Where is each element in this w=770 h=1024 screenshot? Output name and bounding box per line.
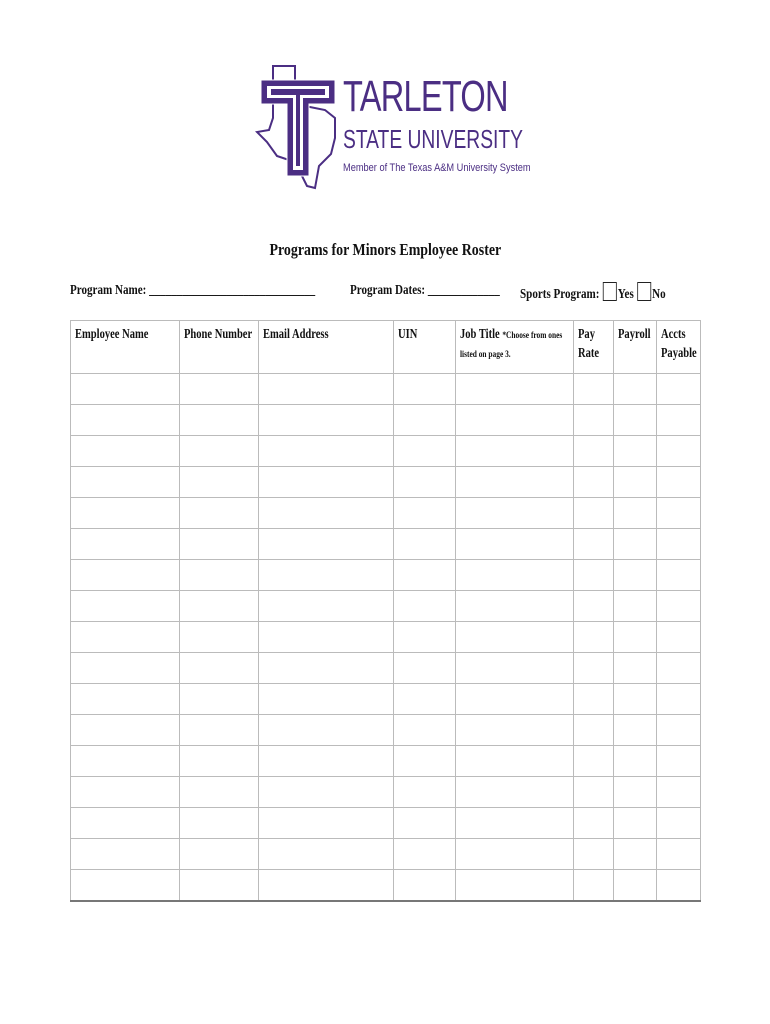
table-cell[interactable] <box>574 498 614 529</box>
table-cell[interactable] <box>456 653 574 684</box>
table-cell[interactable] <box>394 808 456 839</box>
table-cell[interactable] <box>259 436 394 467</box>
table-cell[interactable] <box>71 436 180 467</box>
table-cell[interactable] <box>456 746 574 777</box>
table-cell[interactable] <box>180 374 259 405</box>
table-cell[interactable] <box>614 715 657 746</box>
table-cell[interactable] <box>394 591 456 622</box>
table-cell[interactable] <box>456 622 574 653</box>
program-name-field[interactable] <box>70 282 369 298</box>
table-cell[interactable] <box>394 498 456 529</box>
column-header-job-title <box>456 321 574 374</box>
table-cell[interactable] <box>574 684 614 715</box>
table-cell[interactable] <box>614 436 657 467</box>
table-cell[interactable] <box>394 405 456 436</box>
table-cell[interactable] <box>71 498 180 529</box>
table-cell[interactable] <box>394 467 456 498</box>
table-cell[interactable] <box>574 777 614 808</box>
table-cell[interactable] <box>71 870 180 902</box>
table-row <box>71 498 701 529</box>
table-cell[interactable] <box>456 405 574 436</box>
table-cell[interactable] <box>456 777 574 808</box>
table-cell[interactable] <box>259 374 394 405</box>
column-header-payroll: Payroll <box>614 321 657 374</box>
table-cell[interactable] <box>259 591 394 622</box>
table-cell[interactable] <box>71 653 180 684</box>
table-cell[interactable] <box>259 684 394 715</box>
table-cell[interactable] <box>614 746 657 777</box>
roster-body <box>71 374 701 902</box>
table-cell[interactable] <box>180 808 259 839</box>
table-cell[interactable] <box>614 839 657 870</box>
table-cell[interactable] <box>574 374 614 405</box>
table-cell[interactable] <box>180 560 259 591</box>
page-title-text: Programs for Minors Employee Roster <box>269 240 501 259</box>
table-cell[interactable] <box>71 808 180 839</box>
table-row <box>71 808 701 839</box>
table-cell[interactable] <box>657 405 701 436</box>
table-cell[interactable] <box>456 839 574 870</box>
table-cell[interactable] <box>456 467 574 498</box>
table-cell[interactable] <box>259 467 394 498</box>
program-dates-label: Program Dates: <box>350 282 426 297</box>
table-cell[interactable] <box>394 684 456 715</box>
table-cell[interactable] <box>614 374 657 405</box>
job-title-label: Job Title <box>460 326 500 341</box>
table-cell[interactable] <box>614 684 657 715</box>
table-row <box>71 405 701 436</box>
table-cell[interactable] <box>657 808 701 839</box>
table-cell[interactable] <box>614 529 657 560</box>
table-cell[interactable] <box>71 560 180 591</box>
table-cell[interactable] <box>180 405 259 436</box>
table-cell[interactable] <box>71 591 180 622</box>
table-cell[interactable] <box>180 870 259 902</box>
university-logo <box>255 58 531 198</box>
table-cell[interactable] <box>657 684 701 715</box>
table-cell[interactable] <box>456 591 574 622</box>
table-cell[interactable] <box>574 715 614 746</box>
table-row <box>71 591 701 622</box>
table-cell[interactable] <box>180 591 259 622</box>
table-cell[interactable] <box>180 777 259 808</box>
table-cell[interactable] <box>394 777 456 808</box>
table-cell[interactable] <box>657 560 701 591</box>
table-cell[interactable] <box>657 622 701 653</box>
table-cell[interactable] <box>657 498 701 529</box>
table-cell[interactable] <box>394 622 456 653</box>
table-cell[interactable] <box>456 436 574 467</box>
table-cell[interactable] <box>657 746 701 777</box>
table-cell[interactable] <box>456 529 574 560</box>
table-row <box>71 622 701 653</box>
table-cell[interactable] <box>456 684 574 715</box>
table-cell[interactable] <box>394 746 456 777</box>
table-cell[interactable] <box>180 684 259 715</box>
table-cell[interactable] <box>456 715 574 746</box>
column-header-email-address: Email Address <box>259 321 394 374</box>
table-row <box>71 839 701 870</box>
table-cell[interactable] <box>71 405 180 436</box>
table-cell[interactable] <box>259 777 394 808</box>
table-cell[interactable] <box>456 498 574 529</box>
table-cell[interactable] <box>259 498 394 529</box>
table-cell[interactable] <box>259 839 394 870</box>
table-cell[interactable] <box>71 529 180 560</box>
table-cell[interactable] <box>614 808 657 839</box>
table-cell[interactable] <box>574 653 614 684</box>
table-cell[interactable] <box>456 808 574 839</box>
table-cell[interactable] <box>394 653 456 684</box>
table-cell[interactable] <box>614 405 657 436</box>
table-cell[interactable] <box>614 622 657 653</box>
table-cell[interactable] <box>456 560 574 591</box>
table-header-row <box>71 321 701 374</box>
table-cell[interactable] <box>71 622 180 653</box>
table-cell[interactable] <box>71 374 180 405</box>
table-cell[interactable] <box>657 467 701 498</box>
table-cell[interactable] <box>180 467 259 498</box>
employee-roster-table <box>70 320 701 902</box>
no-checkbox[interactable] <box>637 282 651 301</box>
column-header-phone-number: Phone Number <box>180 321 259 374</box>
table-cell[interactable] <box>259 715 394 746</box>
table-cell[interactable] <box>614 653 657 684</box>
yes-checkbox[interactable] <box>603 282 617 301</box>
table-row <box>71 529 701 560</box>
table-cell[interactable] <box>394 529 456 560</box>
table-cell[interactable] <box>259 405 394 436</box>
table-cell[interactable] <box>259 808 394 839</box>
table-cell[interactable] <box>614 560 657 591</box>
table-cell[interactable] <box>259 746 394 777</box>
job-title-note: *Choose from ones listed on page 3. <box>460 331 563 360</box>
table-cell[interactable] <box>657 374 701 405</box>
table-cell[interactable] <box>180 622 259 653</box>
yes-label: Yes <box>617 286 634 301</box>
no-label: No <box>652 286 666 301</box>
table-cell[interactable] <box>574 808 614 839</box>
table-cell[interactable] <box>180 498 259 529</box>
logo-member-text: Member of The Texas A&M University System <box>343 162 531 174</box>
table-cell[interactable] <box>574 467 614 498</box>
program-name-blank[interactable]: ______________________________ <box>149 282 316 297</box>
table-cell[interactable] <box>180 746 259 777</box>
table-cell[interactable] <box>259 622 394 653</box>
column-header-accts-payable: Accts Payable <box>657 321 701 374</box>
table-cell[interactable] <box>574 405 614 436</box>
page-title <box>0 240 770 260</box>
column-header-uin: UIN <box>394 321 456 374</box>
logo-wordmark: TARLETON <box>343 72 508 121</box>
table-cell[interactable] <box>456 870 574 902</box>
table-cell[interactable] <box>180 529 259 560</box>
table-cell[interactable] <box>180 436 259 467</box>
tarleton-t-texas-icon <box>255 58 345 198</box>
column-header-pay-rate: Pay Rate <box>574 321 614 374</box>
table-row <box>71 467 701 498</box>
table-cell[interactable] <box>574 529 614 560</box>
table-cell[interactable] <box>456 374 574 405</box>
table-row <box>71 653 701 684</box>
table-cell[interactable] <box>614 467 657 498</box>
table-row <box>71 715 701 746</box>
table-cell[interactable] <box>614 777 657 808</box>
table-row <box>71 436 701 467</box>
table-cell[interactable] <box>71 839 180 870</box>
table-cell[interactable] <box>71 467 180 498</box>
table-row <box>71 374 701 405</box>
table-cell[interactable] <box>394 839 456 870</box>
table-cell[interactable] <box>394 374 456 405</box>
table-cell[interactable] <box>394 870 456 902</box>
table-cell[interactable] <box>259 560 394 591</box>
table-row <box>71 684 701 715</box>
table-cell[interactable] <box>71 777 180 808</box>
table-cell[interactable] <box>574 591 614 622</box>
table-cell[interactable] <box>574 746 614 777</box>
program-dates-field[interactable] <box>350 282 533 298</box>
table-row <box>71 777 701 808</box>
table-cell[interactable] <box>657 839 701 870</box>
sports-program-label: Sports Program: <box>520 286 600 301</box>
table-cell[interactable] <box>574 560 614 591</box>
table-cell[interactable] <box>259 870 394 902</box>
table-cell[interactable] <box>657 715 701 746</box>
table-cell[interactable] <box>574 622 614 653</box>
table-cell[interactable] <box>180 715 259 746</box>
table-cell[interactable] <box>657 870 701 902</box>
table-row <box>71 870 701 902</box>
table-row <box>71 560 701 591</box>
table-cell[interactable] <box>394 560 456 591</box>
program-dates-blank[interactable]: _____________ <box>427 282 500 297</box>
logo-subtitle: STATE UNIVERSITY <box>343 124 523 154</box>
table-cell[interactable] <box>71 746 180 777</box>
table-cell[interactable] <box>657 653 701 684</box>
table-cell[interactable] <box>614 870 657 902</box>
table-cell[interactable] <box>71 684 180 715</box>
table-cell[interactable] <box>614 591 657 622</box>
table-row <box>71 746 701 777</box>
table-cell[interactable] <box>259 529 394 560</box>
table-cell[interactable] <box>180 839 259 870</box>
program-name-label: Program Name: <box>70 282 147 297</box>
column-header-employee-name: Employee Name <box>71 321 180 374</box>
table-cell[interactable] <box>657 591 701 622</box>
table-cell[interactable] <box>180 653 259 684</box>
table-cell[interactable] <box>574 839 614 870</box>
table-cell[interactable] <box>71 715 180 746</box>
table-cell[interactable] <box>657 777 701 808</box>
table-cell[interactable] <box>657 436 701 467</box>
table-cell[interactable] <box>259 653 394 684</box>
table-cell[interactable] <box>394 436 456 467</box>
table-cell[interactable] <box>657 529 701 560</box>
table-cell[interactable] <box>574 870 614 902</box>
table-cell[interactable] <box>614 498 657 529</box>
table-cell[interactable] <box>394 715 456 746</box>
table-cell[interactable] <box>574 436 614 467</box>
sports-program-field <box>520 282 698 302</box>
